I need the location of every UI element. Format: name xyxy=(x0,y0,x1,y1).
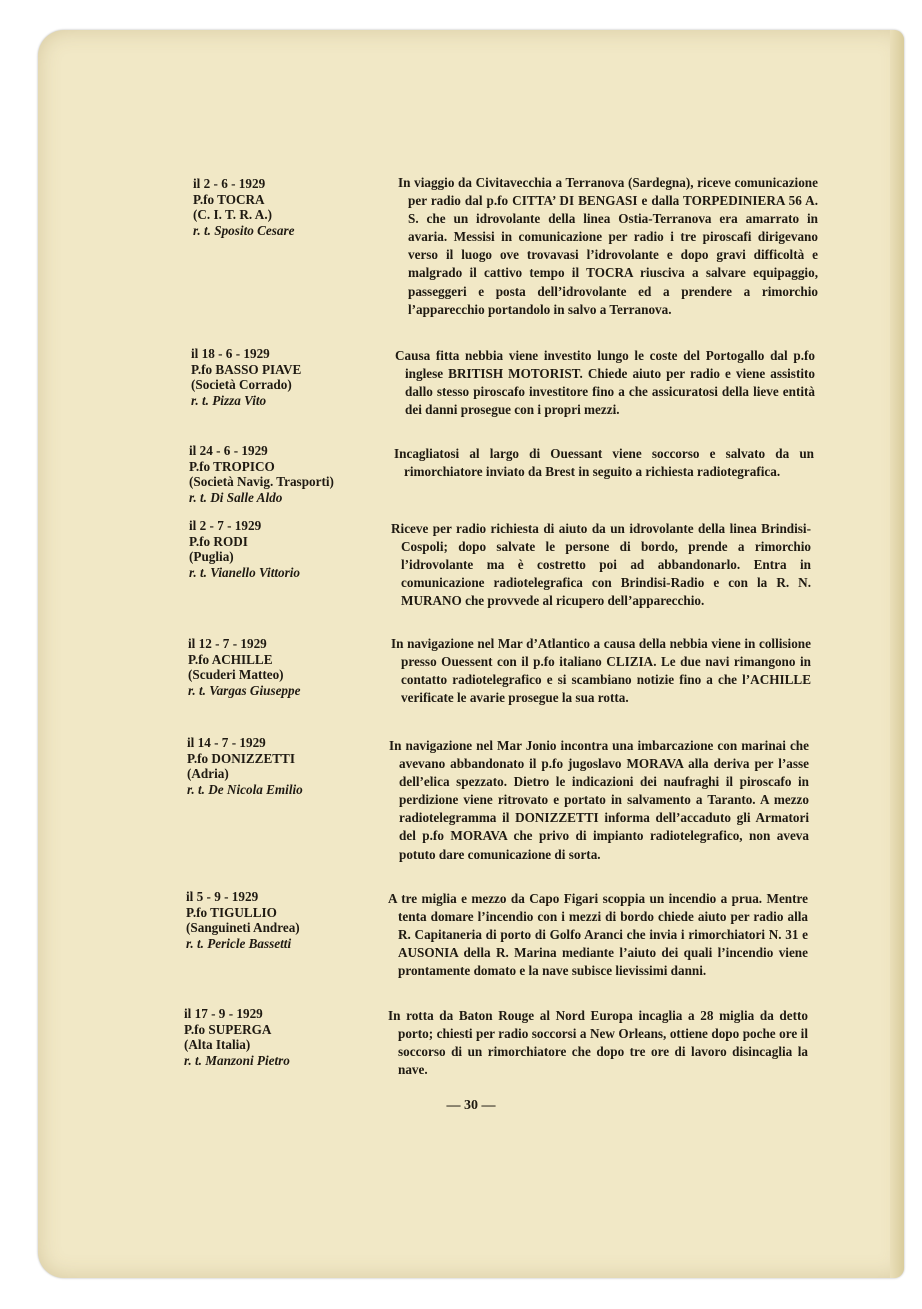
entry-header xyxy=(188,636,388,698)
entry-text: Riceve per radio richiesta di aiuto da un idrovolante della linea Brindisi-Cospoli; dopo salvate le persone di bordo, prende a rimorchio l’idrovolante ma è costretto poi ad abbandonarlo. Entra in comunicazione radiotelegrafica con Brindisi-Radio e con la R. N. MURANO che provvede al ricupero dell’apparecchio. xyxy=(391,521,811,609)
ship-name: P.fo ACHILLE xyxy=(188,651,273,667)
ship-name: P.fo DONIZZETTI xyxy=(187,750,295,766)
document-page xyxy=(38,30,904,1278)
entry-header xyxy=(187,735,387,797)
radio-operator: r. t. Vargas Giuseppe xyxy=(188,682,301,698)
ship-name: P.fo SUPERGA xyxy=(184,1021,272,1037)
radio-operator: r. t. Pericle Bassetti xyxy=(186,935,292,951)
ship-name: P.fo RODI xyxy=(189,533,248,549)
entry-header xyxy=(189,518,389,580)
entry-text: A tre miglia e mezzo da Capo Figari scoppia un incendio a prua. Mentre tenta domare l’incendio con i mezzi di bordo chiede aiuto per radio alla R. Capitaneria di porto di Golfo Aranci che invia i rimorchiatori N. 31 e AUSONIA della R. Marina mediante l’aiuto dei quali l’incendio viene prontamente domato e la nave subisce lievissimi danni. xyxy=(388,891,808,979)
entry-date: il 12 - 7 - 1929 xyxy=(188,636,267,651)
ship-owner: (Sanguineti Andrea) xyxy=(186,920,300,936)
radio-operator: r. t. Manzoni Pietro xyxy=(184,1052,290,1068)
entry-header xyxy=(191,346,391,408)
entry-header xyxy=(193,176,393,238)
ship-owner: (Alta Italia) xyxy=(184,1037,251,1053)
entry-date: il 2 - 7 - 1929 xyxy=(189,518,262,533)
ship-owner: (C. I. T. R. A.) xyxy=(193,207,273,223)
entry-text: Causa fitta nebbia viene investito lungo le coste del Portogallo dal p.fo inglese BRITISH MOTORIST. Chiede aiuto per radio e viene assistito dallo stesso piroscafo investitore fino a che assicuratosi della lieve entità dei danni prosegue con i propri mezzi. xyxy=(395,348,815,418)
ship-name: P.fo TROPICO xyxy=(189,458,275,474)
ship-name: P.fo TIGULLIO xyxy=(186,904,277,920)
entry-text: In rotta da Baton Rouge al Nord Europa incaglia a 28 miglia da detto porto; chiesti per radio soccorsi a New Orleans, ottiene dopo poche ore il soccorso di un rimorchiatore che dopo tre ore di lavoro disincaglia la nave. xyxy=(388,1008,808,1078)
entry-date: il 5 - 9 - 1929 xyxy=(186,889,259,904)
ship-owner: (Puglia) xyxy=(189,549,234,565)
entry-header xyxy=(184,1006,384,1068)
ship-name: P.fo BASSO PIAVE xyxy=(191,361,302,377)
ship-owner: (Scuderi Matteo) xyxy=(188,667,284,683)
ship-owner: (Adria) xyxy=(187,766,229,782)
entry-header xyxy=(189,443,389,505)
page-number: — 30 — xyxy=(446,1098,496,1113)
ship-name: P.fo TOCRA xyxy=(193,191,265,207)
ship-owner: (Società Navig. Trasporti) xyxy=(189,474,334,490)
radio-operator: r. t. Pizza Vito xyxy=(191,392,267,408)
radio-operator: r. t. Sposito Cesare xyxy=(193,222,295,238)
entry-date: il 17 - 9 - 1929 xyxy=(184,1006,263,1021)
entry-text: In navigazione nel Mar Jonio incontra una imbarcazione con marinai che avevano abbandonato il p.fo jugoslavo MORAVA alla deriva per l’asse dell’elica spezzato. Dietro le indicazioni dei naufraghi il piroscafo in perdizione viene ritrovato e portato in salvamento a Taranto. A mezzo radiotelegramma il DONIZZETTI informa dell’accaduto gli Armatori del p.fo MORAVA che privo di impianto radiotelegrafico, non aveva potuto dare comunicazione di sorta. xyxy=(389,738,809,862)
entry-date: il 14 - 7 - 1929 xyxy=(187,735,266,750)
entry-header xyxy=(186,889,386,951)
entry-text: Incagliatosi al largo di Ouessant viene soccorso e salvato da un rimorchiatore inviato da Brest in seguito a richiesta radiotegrafica. xyxy=(394,446,814,480)
ship-owner: (Società Corrado) xyxy=(191,377,292,393)
page-edge xyxy=(890,30,904,1278)
radio-operator: r. t. Di Salle Aldo xyxy=(189,489,283,505)
entry-text: In navigazione nel Mar d’Atlantico a causa della nebbia viene in collisione presso Ouessent con il p.fo italiano CLIZIA. Le due navi rimangono in contatto radiotelegrafico e si scambiano notizie fino a che l’ACHILLE verificate le avarie prosegue la sua rotta. xyxy=(391,636,811,706)
entry-text: In viaggio da Civitavecchia a Terranova (Sardegna), riceve comunicazione per radio dal p.fo CITTA’ DI BENGASI e dalla TORPEDINIERA 56 A. S. che un idrovolante della linea Ostia-Terranova era amarrato in avaria. Messisi in comunicazione per radio i tre piroscafi dirigevano verso il luogo ove trovavasi l’idrovolante e dopo gravi difficoltà e malgrado il cattivo tempo il TOCRA riusciva a salvare equipaggio, passeggeri e posta dell’idrovolante ed a prendere a rimorchio l’apparecchio portandolo in salvo a Terranova. xyxy=(398,175,818,317)
entry-date: il 2 - 6 - 1929 xyxy=(193,176,266,191)
entry-date: il 18 - 6 - 1929 xyxy=(191,346,270,361)
radio-operator: r. t. Vianello Vittorio xyxy=(189,564,301,580)
entry-date: il 24 - 6 - 1929 xyxy=(189,443,268,458)
radio-operator: r. t. De Nicola Emilio xyxy=(187,781,303,797)
